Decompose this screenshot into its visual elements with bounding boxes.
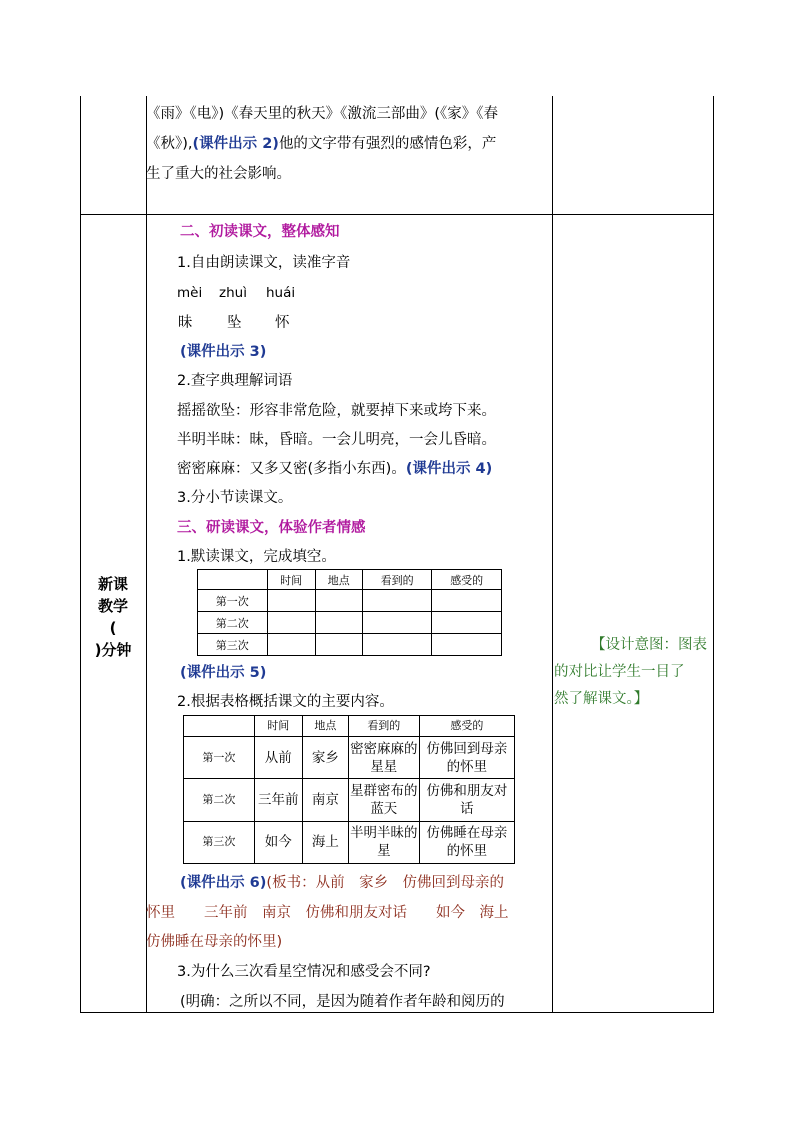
t1-header-felt: 感受的	[432, 570, 502, 590]
explanation-line: (明确：之所以不同，是因为随着作者年龄和阅历的	[180, 994, 505, 1010]
t1-row-2-label: 第二次	[198, 612, 268, 634]
definition-1: 摇摇欲坠：形容非常危险，就要掉下来或垮下来。	[177, 403, 496, 419]
table-row	[198, 634, 502, 656]
section-2-heading: 二、初读课文，整体感知	[180, 224, 340, 240]
blank-fill-table	[197, 569, 502, 656]
t1-blank-cell	[362, 612, 432, 634]
t1-blank-cell	[362, 634, 432, 656]
top-cell-line-2	[146, 134, 496, 154]
t2-header-seen: 看到的	[348, 716, 419, 737]
table-row	[198, 612, 502, 634]
t2-header-time: 时间	[254, 716, 302, 737]
t2-cell: 星群密布的蓝天	[348, 779, 419, 821]
t2-cell: 三年前	[254, 779, 302, 821]
definition-3	[177, 459, 492, 479]
t1-blank-cell	[267, 612, 315, 634]
t2-cell: 仿佛睡在母亲的怀里	[419, 821, 514, 863]
design-note-line-3: 然了解课文。】	[554, 691, 649, 707]
board-line-2: 怀里 三年前 南京 仿佛和朋友对话 如今 海上	[146, 905, 509, 921]
t1-header-empty	[198, 570, 268, 590]
t1-blank-cell	[315, 612, 362, 634]
t1-blank-cell	[362, 590, 432, 612]
board-line-1	[180, 873, 504, 893]
courseware-ref-6: (课件出示 6)	[180, 875, 267, 891]
section-3-item-1: 1.默读课文，完成填空。	[177, 549, 336, 565]
t2-row-3-label: 第三次	[184, 821, 255, 863]
t2-header-place: 地点	[302, 716, 348, 737]
top-cell-line-2-start: 《秋》),	[146, 136, 193, 152]
t2-cell: 仿佛和朋友对话	[419, 779, 514, 821]
top-cell-line-2-end: 他的文字带有强烈的感情色彩，产	[278, 136, 497, 152]
row-divider	[80, 214, 714, 215]
section-3-item-3: 3.为什么三次看星空情况和感受会不同?	[177, 964, 431, 980]
section-3-item-2: 2.根据表格概括课文的主要内容。	[177, 694, 394, 710]
t1-row-3-label: 第三次	[198, 634, 268, 656]
top-cell-line-3: 生了重大的社会影响。	[146, 166, 291, 182]
pinyin-3: huái	[266, 285, 296, 301]
definition-3-text: 密密麻麻：又多又密(多指小东西)。	[177, 461, 406, 477]
table-row	[198, 590, 502, 612]
t2-cell: 海上	[302, 821, 348, 863]
table-border-bottom	[80, 1012, 714, 1013]
t1-blank-cell	[315, 590, 362, 612]
t2-header-empty	[184, 716, 255, 737]
t1-header-place: 地点	[315, 570, 362, 590]
left-label-line-2: 教学	[97, 597, 128, 615]
summary-table	[183, 715, 515, 864]
t2-cell: 密密麻麻的星星	[348, 737, 419, 779]
t2-cell: 如今	[254, 821, 302, 863]
t1-row-1-label: 第一次	[198, 590, 268, 612]
t2-cell: 半明半昧的星	[348, 821, 419, 863]
t1-header-seen: 看到的	[362, 570, 432, 590]
left-label-line-1: 新课	[97, 575, 128, 593]
board-notes-start: (板书：从前 家乡 仿佛回到母亲的	[266, 875, 505, 891]
t2-cell: 家乡	[302, 737, 348, 779]
char-3: 怀	[275, 315, 290, 331]
courseware-ref-3: (课件出示 3)	[180, 344, 267, 360]
design-note-line-1: 【设计意图：图表	[591, 637, 707, 653]
courseware-ref-4: (课件出示 4)	[405, 461, 493, 477]
t2-row-1-label: 第一次	[184, 737, 255, 779]
left-label-line-4: )分钟	[94, 641, 132, 659]
t1-blank-cell	[432, 634, 502, 656]
t2-cell: 南京	[302, 779, 348, 821]
section-2-item-1: 1.自由朗读课文，读准字音	[177, 255, 351, 271]
table-border-left	[80, 96, 81, 1013]
pinyin-2: zhuì	[219, 285, 247, 301]
table-border-right	[713, 96, 714, 1013]
t2-cell: 从前	[254, 737, 302, 779]
section-3-heading: 三、研读课文，体验作者情感	[177, 520, 366, 536]
t1-blank-cell	[267, 634, 315, 656]
design-note-line-2: 的对比让学生一目了	[554, 664, 685, 680]
column-divider-1	[146, 96, 147, 1013]
pinyin-1: mèi	[177, 285, 203, 301]
board-line-3: 仿佛睡在母亲的怀里)	[146, 934, 283, 950]
courseware-ref-2: (课件出示 2)	[192, 136, 279, 152]
char-2: 坠	[227, 315, 242, 331]
courseware-ref-5: (课件出示 5)	[180, 665, 267, 681]
table-row	[184, 737, 515, 779]
section-2-item-3: 3.分小节读课文。	[177, 490, 293, 506]
left-label-line-3: (	[109, 619, 117, 637]
section-2-item-2: 2.查字典理解词语	[177, 373, 293, 389]
t2-cell: 仿佛回到母亲的怀里	[419, 737, 514, 779]
char-1: 昧	[178, 315, 193, 331]
t2-row-2-label: 第二次	[184, 779, 255, 821]
t1-blank-cell	[432, 612, 502, 634]
table-row	[184, 821, 515, 863]
column-divider-2	[552, 96, 553, 1013]
definition-2: 半明半昧：昧，昏暗。一会儿明亮，一会儿昏暗。	[177, 432, 496, 448]
t2-header-felt: 感受的	[419, 716, 514, 737]
t1-blank-cell	[432, 590, 502, 612]
t1-blank-cell	[267, 590, 315, 612]
table-row	[184, 779, 515, 821]
t1-header-time: 时间	[267, 570, 315, 590]
t1-blank-cell	[315, 634, 362, 656]
top-cell-line-1: 《雨》《电》)《春天里的秋天》《激流三部曲》(《家》《春	[146, 106, 499, 122]
